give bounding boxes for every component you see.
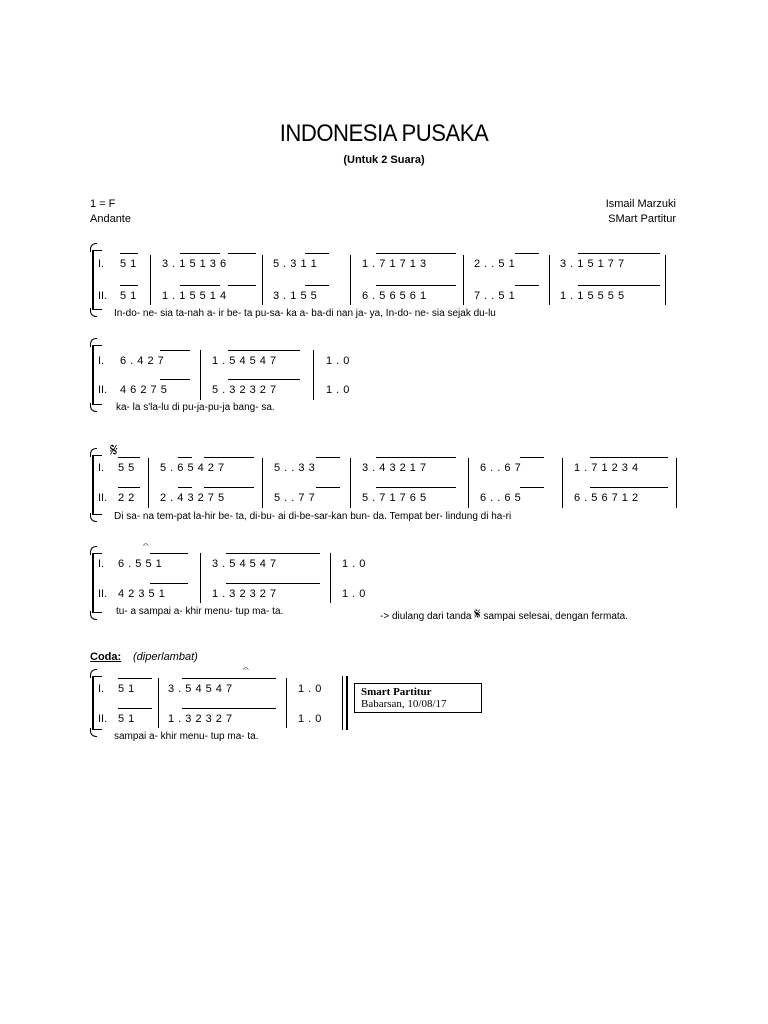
beam bbox=[150, 583, 188, 584]
beam bbox=[316, 487, 340, 488]
barline bbox=[262, 458, 263, 508]
beam bbox=[228, 379, 300, 380]
beam bbox=[182, 708, 276, 709]
segno-icon: 𝄋 bbox=[474, 606, 481, 623]
beam bbox=[228, 350, 300, 351]
barline bbox=[676, 458, 677, 508]
measure-v2: 6 . 5 6 7 1 2 bbox=[574, 492, 639, 504]
beam bbox=[120, 285, 138, 286]
measure-v1: 3 . 5 4 5 4 7 bbox=[212, 558, 277, 570]
barline bbox=[549, 255, 550, 305]
measure-v1: 6 . 5 5 1 bbox=[118, 558, 163, 570]
stamp-title: Smart Partitur bbox=[361, 686, 432, 698]
barline bbox=[463, 255, 464, 305]
beam bbox=[180, 253, 220, 254]
beam bbox=[305, 285, 329, 286]
beam bbox=[226, 583, 320, 584]
lyrics-line: In-do- ne- sia ta-nah a- ir be- ta pu-sa- ka a- ba-di nan ja- ya, In-do- ne- sia sejak du-lu bbox=[114, 308, 496, 319]
measure-v2: 6 . 5 6 5 6 1 bbox=[362, 290, 427, 302]
tempo-marking: Andante bbox=[90, 213, 131, 225]
lyrics-line: sampai a- khir menu- tup ma- ta. bbox=[114, 731, 259, 742]
beam bbox=[160, 350, 190, 351]
beam bbox=[178, 487, 192, 488]
beam bbox=[180, 285, 220, 286]
measure-v1: 5 1 bbox=[120, 258, 137, 270]
measure-v2: 1 . 3 2 3 2 7 bbox=[168, 713, 233, 725]
segno-icon: 𝄋 bbox=[110, 440, 118, 460]
beam bbox=[590, 457, 668, 458]
key-signature: 1 = F bbox=[90, 198, 116, 210]
beam bbox=[226, 553, 320, 554]
measure-v2: 2 2 bbox=[118, 492, 135, 504]
barline bbox=[665, 255, 666, 305]
barline bbox=[148, 458, 149, 508]
voice-label-2: II. bbox=[98, 290, 108, 302]
voice-label-2: II. bbox=[98, 492, 108, 504]
final-barline bbox=[346, 676, 348, 730]
barline bbox=[158, 678, 159, 728]
measure-v1: 5 . 6 5 4 2 7 bbox=[160, 462, 225, 474]
measure-v2: 5 1 bbox=[118, 713, 135, 725]
barline bbox=[262, 255, 263, 305]
barline bbox=[468, 458, 469, 508]
barline bbox=[200, 350, 201, 400]
barline bbox=[350, 255, 351, 305]
measure-v2: 1 . 3 2 3 2 7 bbox=[212, 588, 277, 600]
measure-v2: 1 . 0 bbox=[342, 588, 366, 600]
lyrics-line: Di sa- na tem-pat la-hir be- ta, di-bu- ai di-be-sar-kan bun- da. Tempat ber- lindung di ha-ri bbox=[114, 511, 512, 522]
measure-v2: 2 . 4 3 2 7 5 bbox=[160, 492, 225, 504]
measure-v1: 1 . 7 1 2 3 4 bbox=[574, 462, 639, 474]
beam bbox=[182, 678, 276, 679]
beam bbox=[376, 285, 456, 286]
fermata-icon: 𝄐 bbox=[143, 540, 149, 551]
arranger-stamp bbox=[354, 683, 482, 713]
voice-label-1: I. bbox=[98, 355, 105, 367]
composer: Ismail Marzuki bbox=[605, 198, 676, 210]
voice-label-1: I. bbox=[98, 462, 105, 474]
beam bbox=[590, 487, 668, 488]
barline bbox=[562, 458, 563, 508]
voice-label-1: I. bbox=[98, 683, 105, 695]
coda-label: Coda: bbox=[90, 651, 122, 663]
beam bbox=[578, 285, 660, 286]
barline bbox=[150, 255, 151, 305]
beam bbox=[160, 379, 190, 380]
beam bbox=[515, 253, 539, 254]
measure-v2: 1 . 0 bbox=[298, 713, 322, 725]
beam bbox=[150, 553, 188, 554]
beam bbox=[118, 708, 152, 709]
song-title: INDONESIA PUSAKA bbox=[279, 120, 489, 147]
measure-v1: 6 . . 6 7 bbox=[480, 462, 522, 474]
measure-v1: 6 . 4 2 7 bbox=[120, 355, 165, 367]
measure-v2: 5 1 bbox=[120, 290, 137, 302]
measure-v1: 5 . 3 1 1 bbox=[273, 258, 318, 270]
measure-v2: 6 . . 6 5 bbox=[480, 492, 522, 504]
beam bbox=[228, 253, 256, 254]
stamp-date: Babarsan, 10/08/17 bbox=[361, 698, 447, 710]
measure-v2: 4 2 3 5 1 bbox=[118, 588, 166, 600]
beam bbox=[520, 487, 544, 488]
measure-v2: 7 . . 5 1 bbox=[474, 290, 516, 302]
measure-v1: 2 . . 5 1 bbox=[474, 258, 516, 270]
voice-label-1: I. bbox=[98, 258, 105, 270]
beam bbox=[376, 457, 456, 458]
measure-v2: 5 . 7 1 7 6 5 bbox=[362, 492, 427, 504]
voice-label-2: II. bbox=[98, 713, 108, 725]
barline bbox=[330, 553, 331, 603]
fermata-icon: 𝄐 bbox=[243, 664, 249, 675]
measure-v1: 1 . 0 bbox=[298, 683, 322, 695]
measure-v2: 1 . 1 5 5 5 5 bbox=[560, 290, 625, 302]
measure-v2: 4 6 2 7 5 bbox=[120, 384, 168, 396]
beam bbox=[376, 487, 456, 488]
lyrics-line: ka- la s'la-lu di pu-ja-pu-ja bang- sa. bbox=[116, 402, 275, 413]
beam bbox=[515, 285, 539, 286]
measure-v2: 1 . 1 5 5 1 4 bbox=[162, 290, 227, 302]
beam bbox=[204, 457, 254, 458]
measure-v1: 5 . . 3 3 bbox=[274, 462, 316, 474]
measure-v1: 1 . 7 1 7 1 3 bbox=[362, 258, 427, 270]
repeat-instruction-text: sampai selesai, dengan fermata. bbox=[483, 611, 629, 622]
beam bbox=[204, 487, 254, 488]
barline bbox=[313, 350, 314, 400]
barline bbox=[286, 678, 287, 728]
measure-v1: 5 1 bbox=[118, 683, 135, 695]
measure-v1: 1 . 0 bbox=[342, 558, 366, 570]
beam bbox=[305, 253, 329, 254]
voice-label-1: I. bbox=[98, 558, 105, 570]
beam bbox=[376, 253, 456, 254]
repeat-instruction bbox=[380, 606, 628, 623]
measure-v2: 5 . . 7 7 bbox=[274, 492, 316, 504]
beam bbox=[228, 285, 256, 286]
measure-v1: 3 . 5 4 5 4 7 bbox=[168, 683, 233, 695]
measure-v2: 1 . 0 bbox=[326, 384, 350, 396]
lyrics-line: tu- a sampai a- khir menu- tup ma- ta. bbox=[116, 606, 284, 617]
beam bbox=[118, 487, 140, 488]
final-barline bbox=[342, 676, 343, 730]
beam bbox=[120, 253, 138, 254]
measure-v2: 3 . 1 5 5 bbox=[273, 290, 318, 302]
measure-v1: 1 . 5 4 5 4 7 bbox=[212, 355, 277, 367]
barline bbox=[200, 553, 201, 603]
beam bbox=[178, 457, 192, 458]
voice-label-2: II. bbox=[98, 384, 108, 396]
measure-v2: 5 . 3 2 3 2 7 bbox=[212, 384, 277, 396]
arranger: SMart Partitur bbox=[608, 213, 676, 225]
song-subtitle: (Untuk 2 Suara) bbox=[343, 154, 425, 166]
beam bbox=[118, 457, 140, 458]
coda-direction: (diperlambat) bbox=[133, 651, 198, 663]
beam bbox=[118, 678, 152, 679]
beam bbox=[316, 457, 340, 458]
repeat-instruction-text: -> diulang dari tanda bbox=[380, 611, 472, 622]
measure-v1: 3 . 1 5 1 3 6 bbox=[162, 258, 227, 270]
measure-v1: 1 . 0 bbox=[326, 355, 350, 367]
barline bbox=[350, 458, 351, 508]
measure-v1: 3 . 1 5 1 7 7 bbox=[560, 258, 625, 270]
measure-v1: 5 5 bbox=[118, 462, 135, 474]
beam bbox=[520, 457, 544, 458]
beam bbox=[578, 253, 660, 254]
measure-v1: 3 . 4 3 2 1 7 bbox=[362, 462, 427, 474]
voice-label-2: II. bbox=[98, 588, 108, 600]
